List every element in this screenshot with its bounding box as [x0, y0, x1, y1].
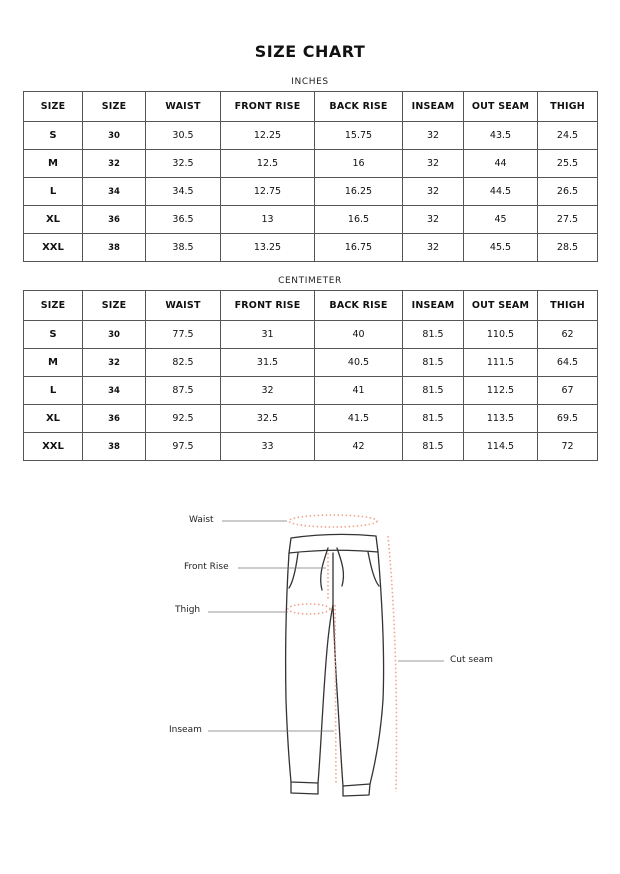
centimeter-cell: 69.5 [538, 405, 598, 433]
centimeter-caption: CENTIMETER [278, 276, 342, 286]
centimeter-cell: 110.5 [464, 321, 538, 349]
inches-cell: 13.25 [221, 234, 315, 262]
centimeter-cell: 81.5 [403, 349, 464, 377]
inches-cell: 12.25 [221, 122, 315, 150]
centimeter-cell: 41.5 [315, 405, 403, 433]
inches-cell: 16.75 [315, 234, 403, 262]
centimeter-cell: 36 [83, 405, 146, 433]
inches-cell: 44 [464, 150, 538, 178]
inches-cell: 34 [83, 178, 146, 206]
centimeter-cell: 82.5 [146, 349, 221, 377]
centimeter-cell: 81.5 [403, 433, 464, 461]
centimeter-cell: 30 [83, 321, 146, 349]
centimeter-cell: 64.5 [538, 349, 598, 377]
centimeter-cell: L [24, 377, 83, 405]
centimeter-cell: 40.5 [315, 349, 403, 377]
inches-cell: M [24, 150, 83, 178]
centimeter-cell: 97.5 [146, 433, 221, 461]
inches-cell: 30 [83, 122, 146, 150]
centimeter-cell: 62 [538, 321, 598, 349]
centimeter-cell: 77.5 [146, 321, 221, 349]
inches-caption: INCHES [291, 77, 329, 87]
inches-header-cell: BACK RISE [315, 92, 403, 122]
inches-cell: 27.5 [538, 206, 598, 234]
centimeter-cell: 33 [221, 433, 315, 461]
inches-cell: 28.5 [538, 234, 598, 262]
centimeter-cell: 81.5 [403, 377, 464, 405]
centimeter-cell: 87.5 [146, 377, 221, 405]
centimeter-cell: 72 [538, 433, 598, 461]
centimeter-cell: M [24, 349, 83, 377]
inches-cell: S [24, 122, 83, 150]
inches-cell: 32 [403, 178, 464, 206]
waist-measure-line [289, 515, 377, 527]
inches-cell: 16.5 [315, 206, 403, 234]
centimeter-cell: XXL [24, 433, 83, 461]
inches-cell: 12.75 [221, 178, 315, 206]
centimeter-cell: 32.5 [221, 405, 315, 433]
inches-cell: 32 [83, 150, 146, 178]
inches-cell: XXL [24, 234, 83, 262]
centimeter-header-cell: FRONT RISE [221, 291, 315, 321]
inches-cell: 25.5 [538, 150, 598, 178]
inches-header-cell: OUT SEAM [464, 92, 538, 122]
inches-cell: 32 [403, 234, 464, 262]
inches-cell: 32 [403, 122, 464, 150]
page-title: SIZE CHART [254, 42, 366, 61]
centimeter-cell: 31 [221, 321, 315, 349]
centimeter-cell: 112.5 [464, 377, 538, 405]
inseam-label: Inseam [169, 725, 202, 735]
centimeter-header-cell: SIZE [83, 291, 146, 321]
centimeter-header-cell: OUT SEAM [464, 291, 538, 321]
inches-cell: 43.5 [464, 122, 538, 150]
inches-cell: XL [24, 206, 83, 234]
centimeter-cell: 32 [83, 349, 146, 377]
cut-seam-label: Cut seam [450, 655, 493, 665]
cut-seam-measure-line [388, 536, 397, 792]
waist-label: Waist [189, 515, 214, 525]
centimeter-header-cell: THIGH [538, 291, 598, 321]
inches-cell: 32 [403, 206, 464, 234]
centimeter-cell: 38 [83, 433, 146, 461]
inches-cell: 34.5 [146, 178, 221, 206]
centimeter-cell: S [24, 321, 83, 349]
centimeter-header-cell: INSEAM [403, 291, 464, 321]
inches-cell: 32 [403, 150, 464, 178]
centimeter-cell: 111.5 [464, 349, 538, 377]
inches-cell: 36.5 [146, 206, 221, 234]
inches-cell: 16.25 [315, 178, 403, 206]
inches-cell: 16 [315, 150, 403, 178]
centimeter-cell: 42 [315, 433, 403, 461]
inches-header-cell: WAIST [146, 92, 221, 122]
inches-cell: 12.5 [221, 150, 315, 178]
inches-cell: 32.5 [146, 150, 221, 178]
centimeter-header-cell: BACK RISE [315, 291, 403, 321]
centimeter-cell: 34 [83, 377, 146, 405]
inches-cell: 15.75 [315, 122, 403, 150]
centimeter-cell: 41 [315, 377, 403, 405]
centimeter-cell: 32 [221, 377, 315, 405]
measure-guides [288, 515, 397, 792]
inches-header-cell: SIZE [24, 92, 83, 122]
centimeter-cell: 92.5 [146, 405, 221, 433]
inches-cell: 26.5 [538, 178, 598, 206]
thigh-label: Thigh [175, 605, 201, 615]
centimeter-header-cell: WAIST [146, 291, 221, 321]
centimeter-cell: 31.5 [221, 349, 315, 377]
centimeter-header-cell: SIZE [24, 291, 83, 321]
inches-cell: 44.5 [464, 178, 538, 206]
thigh-measure-line [288, 604, 330, 614]
inches-cell: 45.5 [464, 234, 538, 262]
centimeter-cell: XL [24, 405, 83, 433]
inches-cell: 36 [83, 206, 146, 234]
inseam-measure-line [335, 605, 336, 783]
centimeter-cell: 114.5 [464, 433, 538, 461]
centimeter-cell: 81.5 [403, 405, 464, 433]
centimeter-cell: 40 [315, 321, 403, 349]
inches-cell: 38 [83, 234, 146, 262]
centimeter-cell: 81.5 [403, 321, 464, 349]
centimeter-cell: 113.5 [464, 405, 538, 433]
centimeter-cell: 67 [538, 377, 598, 405]
inches-cell: 13 [221, 206, 315, 234]
front-rise-label: Front Rise [184, 562, 229, 572]
inches-cell: 24.5 [538, 122, 598, 150]
inches-cell: 30.5 [146, 122, 221, 150]
inches-header-cell: FRONT RISE [221, 92, 315, 122]
inches-header-cell: INSEAM [403, 92, 464, 122]
inches-cell: 45 [464, 206, 538, 234]
inches-cell: 38.5 [146, 234, 221, 262]
inches-header-cell: SIZE [83, 92, 146, 122]
inches-cell: L [24, 178, 83, 206]
inches-header-cell: THIGH [538, 92, 598, 122]
